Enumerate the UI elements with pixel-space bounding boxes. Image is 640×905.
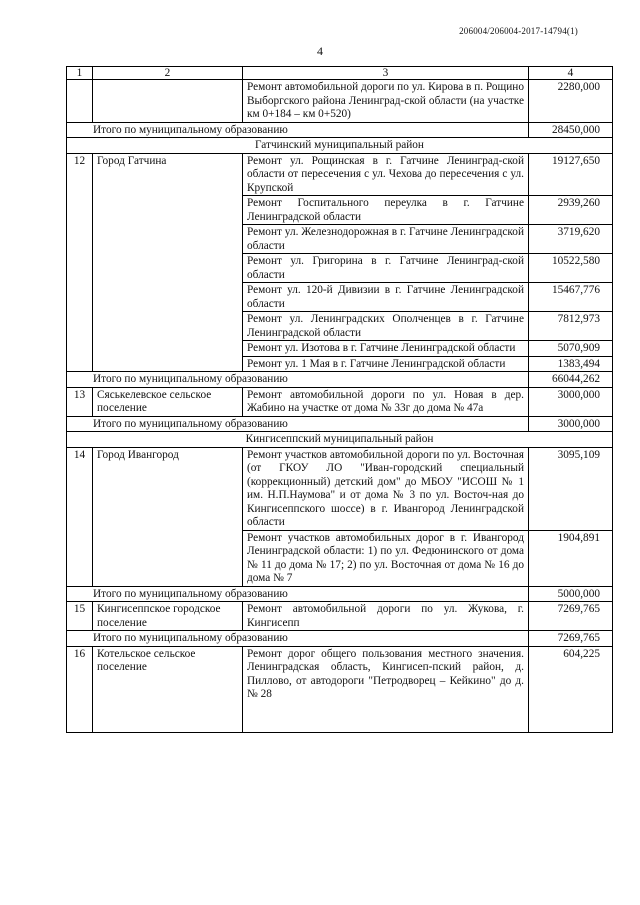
total-row <box>67 122 613 138</box>
amount: 604,225 <box>529 646 613 732</box>
work-description: Ремонт ул. Ленинградских Ополченцев в г. Гатчине Ленинградской области <box>243 312 529 341</box>
work-description: Ремонт автомобильной дороги по ул. Кирова в п. Рощино Выборгского района Ленинград-ской области (на участке км 0+184 – км 0+520) <box>243 80 529 123</box>
amount: 1904,891 <box>529 530 613 586</box>
total-label: Итого по муниципальному образованию <box>67 122 529 138</box>
total-row <box>67 372 613 388</box>
total-amount: 3000,000 <box>529 416 613 432</box>
amount: 2280,000 <box>529 80 613 123</box>
total-amount: 5000,000 <box>529 586 613 602</box>
total-label: Итого по муниципальному образованию <box>67 416 529 432</box>
amount: 7812,973 <box>529 312 613 341</box>
amount: 3719,620 <box>529 225 613 254</box>
total-row <box>67 631 613 647</box>
total-row <box>67 416 613 432</box>
table-row <box>67 602 613 631</box>
amount: 19127,650 <box>529 153 613 196</box>
work-description: Ремонт ул. Григорина в г. Гатчине Ленинград-ской области <box>243 254 529 283</box>
row-number: 14 <box>67 447 93 586</box>
work-description: Ремонт автомобильной дороги по ул. Новая в дер. Жабино на участке от дома № 33г до дома № 47а <box>243 387 529 416</box>
work-description: Ремонт ул. Изотова в г. Гатчине Ленинградской области <box>243 341 529 357</box>
row-number: 13 <box>67 387 93 416</box>
amount: 5070,909 <box>529 341 613 357</box>
municipality-name: Город Гатчина <box>93 153 243 372</box>
amount: 10522,580 <box>529 254 613 283</box>
total-label: Итого по муниципальному образованию <box>67 631 529 647</box>
work-description: Ремонт ул. 1 Мая в г. Гатчине Ленинградской области <box>243 356 529 372</box>
district-row <box>67 138 613 154</box>
amount: 1383,494 <box>529 356 613 372</box>
col-header-1: 1 <box>67 67 93 80</box>
work-description: Ремонт ул. Железнодорожная в г. Гатчине Ленинградской области <box>243 225 529 254</box>
col-header-4: 4 <box>529 67 613 80</box>
amount: 2939,260 <box>529 196 613 225</box>
total-amount: 66044,262 <box>529 372 613 388</box>
municipality-name: Котельское сельское поселение <box>93 646 243 732</box>
work-description: Ремонт ул. 120-й Дивизии в г. Гатчине Ленинградской области <box>243 283 529 312</box>
table-row <box>67 447 613 530</box>
col-header-3: 3 <box>243 67 529 80</box>
total-label: Итого по муниципальному образованию <box>67 372 529 388</box>
district-row <box>67 432 613 448</box>
municipality-name: Сяськелевское сельское поселение <box>93 387 243 416</box>
work-description: Ремонт Госпитального переулка в г. Гатчине Ленинградской области <box>243 196 529 225</box>
work-description: Ремонт участков автомобильных дорог в г. Ивангород Ленинградской области: 1) по ул. Федюнинского от дома № 11 до дома № 17; 2) по ул. Восточная от дома № 16 до дома № 7 <box>243 530 529 586</box>
work-description: Ремонт ул. Рощинская в г. Гатчине Ленинград-ской области от пересечения с ул. Чехова до пересечения с ул. Крупской <box>243 153 529 196</box>
table-row <box>67 387 613 416</box>
work-description: Ремонт участков автомобильной дороги по ул. Восточная (от ГКОУ ЛО "Иван-городский специальный (коррекционный) детский дом" до МБОУ "ИСОШ № 1 им. Н.П.Наумова" и от дома № 3 по ул. Восточ-ная до Кингисеппского шоссе) в г. Ивангород Ленинградской области <box>243 447 529 530</box>
municipality-name: Кингисеппское городское поселение <box>93 602 243 631</box>
row-number: 15 <box>67 602 93 631</box>
table-row <box>67 80 613 123</box>
table-row <box>67 646 613 732</box>
amount: 3000,000 <box>529 387 613 416</box>
road-repair-table <box>66 66 613 733</box>
district-name: Гатчинский муниципальный район <box>67 138 613 154</box>
work-description: Ремонт автомобильной дороги по ул. Жукова, г. Кингисепп <box>243 602 529 631</box>
row-number: 16 <box>67 646 93 732</box>
work-description: Ремонт дорог общего пользования местного значения. Ленинградская область, Кингисеп-пский район, д. Пиллово, от автодороги "Петродворец – Кейкино" до д. № 28 <box>243 646 529 732</box>
total-row <box>67 586 613 602</box>
row-number: 12 <box>67 153 93 372</box>
total-label: Итого по муниципальному образованию <box>67 586 529 602</box>
total-amount: 28450,000 <box>529 122 613 138</box>
municipality-name: Город Ивангород <box>93 447 243 586</box>
table-row <box>67 153 613 196</box>
column-header-row <box>67 67 613 80</box>
amount: 15467,776 <box>529 283 613 312</box>
district-name: Кингисеппский муниципальный район <box>67 432 613 448</box>
total-amount: 7269,765 <box>529 631 613 647</box>
document-id: 206004/206004-2017-14794(1) <box>459 26 578 36</box>
amount: 7269,765 <box>529 602 613 631</box>
col-header-2: 2 <box>93 67 243 80</box>
amount: 3095,109 <box>529 447 613 530</box>
page-number: 4 <box>317 44 323 58</box>
